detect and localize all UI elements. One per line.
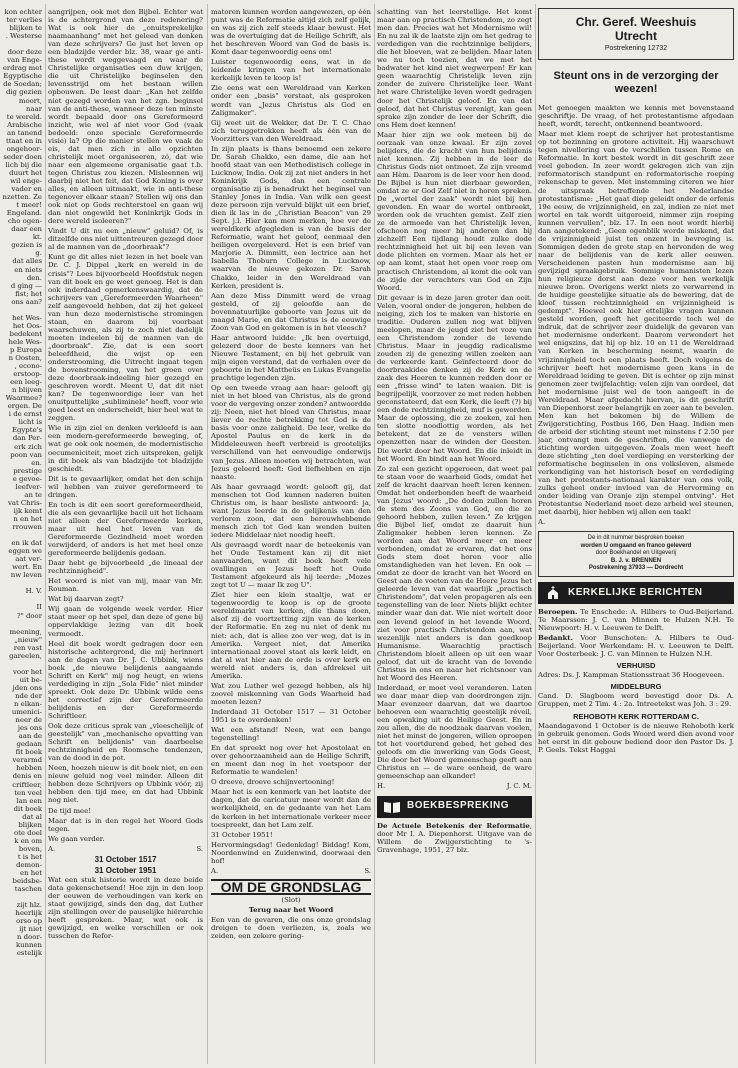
cut-line: an tanend bbox=[7, 128, 42, 137]
paragraph: Als haar gevraagd wordt: gelooft gij, dat menschen tot God kunnen naderen buiten Christus om, is haar besliste antwoord: ja, want Jezus leerde in de gelijkenis van den verloren zoon, dat een berouwhebbende mensch zich tot God kan wenden buiten iedere Middelaar niet noodig heeft. bbox=[211, 482, 371, 539]
bericht-beroepen bbox=[538, 608, 734, 632]
cut-line: gezien is bbox=[11, 241, 42, 250]
column-rule bbox=[374, 4, 375, 1064]
cut-line: p Europa bbox=[9, 345, 42, 354]
ad-line: door Boekhandel en Uitgeverij bbox=[595, 550, 677, 557]
cut-line: wil enge- bbox=[10, 176, 42, 185]
cut-line: leefver- bbox=[15, 482, 42, 491]
cut-line: en het bbox=[20, 869, 42, 878]
cut-line: licht is bbox=[18, 418, 42, 427]
kerkelijke-berichten-banner bbox=[538, 582, 734, 604]
paragraph: Op een tweede vraag aan haar: gelooft gij niet in het bloed van Christus, als de grond voor de vergeving onzer zonden? antwoordde zij: Neen, niet het bloed van Christus, maar liever de rechte betrekking tot God is de basis voor onze zaligheid. De leer, welke de Apostel Paulus en de kerk in de Middeleeuwen heeft verbreid is grootelijks verschillend van het eenvoudige onderwijs van Jezus. Alleen moeten wij betrachten, wat Jezus geleerd heeft: God liefhebben en zijn naaste. bbox=[211, 384, 371, 481]
cut-line: moort, naar bbox=[18, 96, 42, 113]
signoff-left: A. bbox=[48, 844, 56, 853]
weeshuis-postrekening: Postrekening 12732 bbox=[604, 45, 668, 52]
paragraph: Haar antwoord luidde: „Ik ben overtuigd, gelezerd door de beste kenners van het Nieuwe Testament, en bij het gebruik van mijn eigen verstand, dat de verhalen over de geboorte in het Mattheüs en Lukas Evangelie prachtige legenden zijn. bbox=[211, 333, 371, 383]
cut-line: kunnen bbox=[15, 941, 42, 950]
book-details: , door Mr I. A. Diepenhorst. Uitgave van de Willem de Zwijgerstichting te 's-Gravenhage, 1951, 27 blz. bbox=[377, 821, 532, 854]
cut-line: Egyptische bbox=[3, 72, 42, 81]
cut-line: Waarmee? bbox=[5, 394, 42, 403]
paragraph: Aan deze Miss Dimmitt werd de vraag gesteld, of zij geloofde aan de bovennatuurlijke geboorte van Jezus uit de maagd Marie, en dat Christus is de eeuwige Zoon van God en gekomen is in het vleesch? bbox=[211, 291, 371, 332]
cut-line: wert. En bbox=[12, 563, 42, 572]
cut-line: verarmd bbox=[12, 756, 42, 765]
cut-line: erdrag met bbox=[2, 64, 42, 73]
paragraph: Zo zal een gezicht opgeroeen, dat weet pal te staan voor de waarheid Gods, omdat het zelf de kracht daarvan heeft leren kennen. Omdat het onderbonden heeft de waarheid van Jezus' woord: „De doden zullen horen de stem des Zoons van God, en die ze gehoord hebben, zullen leven." Ze krijgen die Bijbel lief, omdat ze daaruit hun Zaligmaker hebben leren kennen. Ze worden aan dat Woord meer en meer verbonden, omdat ze ervaren, dat het ons Gods stem doet horen voor alle omstandigheden van het leven. En ook — omdat ze door de kracht van het Woord en Geest aan de voeten van de Heere Jezus het geleerde leven van dat waarlijk „practisch Christendom", dat velen propageren als een tegenstelling van de leer. Niets blijkt echter minder waar dan dat. Wie niet wortelt door een levend geloof in het levende Woord, ziet voor practisch Christendom aan, wat wezenlijk niet anders is dan goedkoop Humanisme. Waarachtig practisch Christendom bloeit alleen op uit een waar geloof, dat uit de kracht van de levende Christus in ons en naar het richtsnoer van het Woord des Heeren. bbox=[377, 464, 532, 682]
subhead-verhuisd: VERHUISD bbox=[616, 661, 656, 671]
column-rule bbox=[535, 4, 536, 1064]
cut-line: boven, bbox=[18, 844, 42, 853]
cut-line: Engeland. bbox=[6, 209, 42, 218]
cut-line: heerlijk bbox=[15, 909, 42, 918]
paragraph: aangrijpen, ook met den Bijbel. Echter wat is de achtergrond van deze redenering? Wat is ook hier de „onuitsprekelijke naamaanhang" met het geleed van denken van deze schrijvers? Ge just het leven op een bladzijde verder blz. 38, waar ge anti-these wordt weggevaagd en waar de Christelijke organisaties een duw krijgen, die uit Christelijke beginselen den levensstrijd om het bestaan willen opbouwen. De leest daar: „Kan het zelfde niet gezegd worden van het zgn. beginsel van de anti-these, wanneer deze ten minste wordt bepaald door ons Gereformeerd inzicht, wie wel af niet voor God (vaak bedoeld: onze speciale Gereformeerde visie) la? Op die manier stellen we vaak de eis, dat men zich in alle opzichten christelijk moet organiseeren, zó, dat wie naar een algemeene organisatie gaat t.b. tegen Christus zou kiezen. Misleennen wij daarbij niet het feit, dat God Koning is over alles, en alleen uitmaakt, wie in anti-these tegenover elkaar staan? Stellen wij ons dan ook niet op Gods rechterstoel en gaan wij dan niet ongewild het Koninkrijk Gods in dere wereld isoleeren?" bbox=[48, 8, 203, 226]
paragraph: In zijn plaats is thans benoemd een zekere Dr. Sarah Chakko, een dame, die aan het hoofd staat van een Methodistisch college in Lucknow, India. Ook zij zat niet anders in het Koninkrijk Gods, dan een centrale organisatie zij is benadrukt het beginsel van Stanley Jones in India. Van wilk een geest deze persoon zijn vervuld blijkt uit een brief, dien ik las in de „Christian Beacon" van 29 Sept. j.l. Hier kan men merken, hoe ver de wereldkerk afgegleden is van de basis der Reformatie, want het geloof, eenmaal den heiligen overgeleverd. Het is een brief van Marjorie A. Dimmitt, een lectrice aan het Isabella Thoburn College in Lucknow, waarvan de nieuwe gekozen Dr. Sarah Chakko, leider in den Wereldraad van Kerken, president is. bbox=[211, 144, 371, 290]
cut-line: jden ons bbox=[12, 683, 42, 692]
paragraph: Maar het is een kenmerk van het laatste der dagen, dat de caricatuur meer wordt dan de werkelijkheid, en de gedaante van het Lam de kerken in het internationale verkeer meer toespreekt, dan het Lam zelf. bbox=[211, 788, 371, 829]
paragraph: Dit is te gevaarlijker, omdat het den schijn wil hebben van zuiver gereformeerd te dringen. bbox=[48, 474, 203, 499]
paragraph: Maar dat is in den regel het Woord Gods tegen. bbox=[48, 816, 203, 833]
cut-line: erk zich bbox=[14, 442, 42, 451]
paragraph: Adres: Ds. J. Kampman Stationsstraat 36 Hoogeveen. bbox=[538, 671, 725, 680]
cut-line bbox=[2, 620, 42, 628]
cut-line bbox=[2, 40, 42, 48]
paragraph: En toch is dit een soort gereformeerdheid, die als een gevaarlijke bacil uit het lichaam niet alleen der Gereformeerde kerken, maar uit heel het leven van de Gereformeerde Gezindheid moet worden verwijderd, of anders is het met heel onze gereformeerde belijdenis gedaan. bbox=[48, 500, 203, 558]
section-subtitle-2: Terug naar het Woord bbox=[248, 905, 334, 914]
column-rule bbox=[207, 4, 208, 1064]
cut-line: voor het bbox=[13, 667, 42, 676]
paragraph: Hervormingsdag! Gedenkdag! Biddag! Kom, Noordenwind en Zuidenwind, doorwaai den hof! bbox=[211, 840, 371, 865]
ad-line: Postrekening 37933 — Dordrecht bbox=[588, 565, 684, 572]
cut-line: kt. bbox=[32, 233, 42, 242]
cut-line: . Westerse bbox=[5, 32, 42, 41]
paragraph: Maar met klem roept de schrijver het protestantisme op tot bezinning en grotere activiteit. Hij waarschuwt tegen nivellering van de verschillen tussen Rome en Reformatie. In kort bestek wordt in dit geschrift zeer veel geboden. In zeer wordt gekregen zich van zijn reformatorisch standpunt en reformatorische roeping rekenschap te geven. Met instemming citeren we hier de uitspraak betreffende het Nederlandse protestantisme: „Het gaat diep geleidt onder de erfenis 19e eeuw, de vrijzinnigheid, en zal, indien ze niet met wortel en tak wordt uitgeroeid, nimmer zijn roeping kunnen vervullen", blz. 17. In een noot wordt hierbij dan aangetekend: „Geen ogenblik worde miskend, dat de vrijzinnigheid juist ten onzent in bevroging is. Sommigen deden de grote stap en hervonden de weg naar de belijdenis van de kerk aller eeuwen. Verscheidenen pasten hun modernisme aan bij gevijzigd spraakgebruik. Sommige humanisten lezen hun religieuze dorst aan deze voor hen werkelijk nieuwe bron. Overigens werkt niets zo verwarrend in de huidige geestelijke situatie als de bewering, dat de kloof tussen rechtzinnigheid en vrijzinnigheid is gedempt". Hoewel ook hier ettelijke vragen kunnen gesteld worden, geeft het geciteerde toch wel de indruk, dat de schrijver zeer duidelijk de gevaren van het modernisme onderkent. Daarom verwondert het wel enigszins, dat hij op blz. 10 en 11 de Wereldraad van Kerken in bescherming neemt, waarin de vrijzinnigheid toch een plaats heeft. Doch volgens de schrijver heeft het modernisme geen kans in de Wereldraad leiding te geven. Dit is echter op zijn minst genomen zeer twijfelachtig: velen zijn van oordeel, dat het modernisme juist wel de toon aangeeft in de Wereldraad. Maar afgedacht hiervan, is dit geschrift van Diepenhorst zeer belangrijk en zeer aan te bevelen. Men kan het bekomen bij de Willem de Zwijgerstichting, Postbus 166, Den Haag. Indien men de arbeid der stichting steunt met minstens f 2.50 per jaar, ontvangt men de geschriften, die vanwege de stichting worden uitgegeven. Zoals men weet heeft deze stichting „ten doel verdieping en versterking der reformatische beginselen in ons volksleven, alsmede verkondiging van het historisch besef en verdediging van het protestants-nationaal karakter van ons volk, zulks geheel onder invloed van de Hervorming en onder leiding van Oranje zijn stempel ontving". Het Protestantse Nederland moet deze arbeid wel steunen, met daarbij, hier hebben wij allen een taak! bbox=[538, 130, 734, 517]
cut-line: den. bbox=[26, 273, 42, 282]
cut-line bbox=[2, 306, 42, 314]
cut-line: fit boek bbox=[15, 748, 42, 757]
cut-line: gedaan bbox=[16, 740, 42, 749]
cut-line: eggen we bbox=[8, 547, 42, 556]
cut-line bbox=[2, 531, 42, 539]
paragraph: Inderdaad 31 October 1517 — 31 October 1951 is te overdenken! bbox=[211, 707, 371, 724]
cut-line: hele Wes- bbox=[8, 337, 42, 346]
signoff-left: H. bbox=[377, 782, 386, 791]
cut-line: door deze bbox=[7, 48, 42, 57]
column-4 bbox=[538, 8, 734, 756]
cut-line: taschen bbox=[14, 885, 42, 894]
cut-line: t is het bbox=[17, 852, 42, 861]
boekbespreking-banner bbox=[377, 796, 532, 818]
book-review-intro bbox=[377, 822, 532, 854]
cut-line: H. V. bbox=[25, 587, 42, 596]
cut-line: denis en bbox=[12, 772, 42, 781]
section-title: OM DE GRONDSLAG bbox=[211, 879, 371, 895]
cut-line bbox=[2, 660, 42, 668]
cut-line: een leeg- bbox=[10, 378, 42, 387]
cut-line bbox=[2, 893, 42, 901]
cut-line: jes ons bbox=[17, 724, 42, 733]
column-3 bbox=[377, 8, 532, 856]
cut-line: erstoop- bbox=[13, 370, 42, 379]
signoff: A. bbox=[538, 518, 546, 527]
cut-line: vader en bbox=[11, 185, 42, 194]
steunt-appeal: Steunt ons in de verzorging der weezen! bbox=[553, 70, 719, 96]
cut-line: hebben bbox=[16, 764, 42, 773]
subhead-middelburg: MIDDELBURG bbox=[610, 682, 662, 692]
cut-line: duurt het bbox=[9, 168, 42, 177]
cut-line: seder doen bbox=[3, 152, 42, 161]
cut-line: ongehoor- bbox=[6, 144, 42, 153]
cut-line: e gevoe- bbox=[12, 474, 42, 483]
cut-line: de Soedan; bbox=[3, 80, 42, 89]
cut-line: ren vast bbox=[13, 643, 42, 652]
book-title: De Actuele Betekenis der Reformatie bbox=[377, 821, 530, 830]
cut-line: het Oos- bbox=[12, 321, 42, 330]
signoff-right: J. C. M. bbox=[506, 782, 532, 791]
cut-line: bedekent bbox=[9, 329, 42, 338]
book-icon bbox=[383, 800, 401, 814]
cut-line: beidsbe- bbox=[12, 877, 42, 886]
cut-line: het Wes- bbox=[12, 313, 42, 322]
cut-line: ter verlies bbox=[6, 16, 42, 25]
cut-line: „nieuw" bbox=[14, 635, 42, 644]
cut-line bbox=[2, 579, 42, 587]
paragraph: Wie in zijn ziel en denken verkleefd is aan een modern-gereformeerde beweging, of, wat ge ook ook noemen, de modernistische oecumeniciteit, moet zich uitspreken, gelijk in dit boek als van bladzijde tot bladzijde geschiedt. bbox=[48, 424, 203, 473]
bericht-bedankt bbox=[538, 634, 734, 658]
cut-line: nde der bbox=[15, 691, 42, 700]
cut-line: dat al bbox=[22, 812, 42, 821]
cut-line: kon echter bbox=[4, 8, 42, 16]
paragraph: Als gevraagd wordt naar de beteekenis van het Oude Testament kan zij dit niet aanvaarden, want dit boek heeft vele ovallingen en Jezus heeft het Oude Testament afgekeurd als hij leerde: „Mozes zegt tot U — maar Ik zeg U". bbox=[211, 541, 371, 590]
paragraph: Wat een afstand! Neen, wat een bange tegenstelling! bbox=[211, 726, 371, 743]
cut-line: rrouwen bbox=[12, 523, 42, 531]
banner-label: BOEKBESPREKING bbox=[407, 800, 510, 812]
paragraph: Neen, hoezeh nieuw is dit boek niet, en een nieuw geluid nog veel minder. Alleen dit hebben deze Schrijvers op Ubbink vóór, zij hebben den tijd mee, en dat had Ubbink nog niet. bbox=[48, 764, 203, 805]
paragraph: Cand. D. Slagboom werd bevestigd door Ds. A. Gruppen, met 2 Tim. 4 : 2a. Intreetekst was Joh. 3 : 29. bbox=[538, 692, 734, 709]
paragraph: Wat zou Luther wel gezegd hebben, als hij zoovel miskenning van Gods Waarheid had moeten lezen? bbox=[211, 681, 371, 706]
cut-line: nw leven bbox=[10, 571, 42, 580]
cut-line: nzetten. Ze bbox=[2, 193, 42, 202]
paragraph: Het woord is niet van mij, maar van Mr. Rouman. bbox=[48, 577, 203, 594]
cut-line: aat ver- bbox=[15, 555, 42, 564]
cut-line: vat Chris- bbox=[7, 498, 42, 507]
bericht-lead: Bedankt. bbox=[538, 634, 573, 643]
paragraph: Dit gevaar is in deze jaren groter dan ooit. Velen, vooral onder de jongeren, hebben de neiging, zich los te maken van historie en traditie. Ouderen zullen nog wat blijven meelopen, maar de jeugd ziet het voze van een Christendom zonder de levende Christus. Maar in jeugdig radicalisme zouden zij de genezing willen zoeken aan de verkeerde kant. Geïnfecteerd door de doorbraakidee denken zij de Kerk en de zaak des Heeren te kunnen redden door er een „frisse wind" te laten waaien. Dit is begrijpelijk, voorzover ze met reden hebben geconstateerd, dat een Kerk, die leeft (?) bij een dode rechtzinnigheid, muf is geworden. Maar de oplossing, die ze zoeken, zal hen ten slotte noodlottig worden, als het betekent, dat ze de vensters willen openzetten naar de winden der Geesten. Die werkt door het Woord. En die inleidt in het Woord. En bindt aan het Woord. bbox=[377, 293, 532, 463]
paragraph: Gij weet uit de Wekker, dat Dr. T. C. Chao zich teruggetrokken heeft als één van de Voorzitters van den Wereldraad. bbox=[211, 118, 371, 143]
column-rule bbox=[45, 4, 46, 1064]
paragraph: Kunt ge dit alles niet lezen in het boek van Dr. C. J. Dippel „kerk en wereld in de crisis"? Lees bijvoorbeeld Hoofdstuk negen van dit boek en ge weet genoeg. Het is dan ook inderdaad opmerkenswaardig, dat de schrijvers van „Gereformeerden Waarheen" zelf aangevoeld hebben, dat zij het gekeel van hun deze modernistische stromingen staan, en daarom bij voorbaat waarschuwen, als zij te zoch niet dadelijk moeten indeelen bij de mannen van de „doorbraak". Zie, dat is een soort beleefdheid, die wijst op een onderstrooming, die Uitrecht ingaat tegen de bovenstrooming, van het groen over deze doorbraak-indeeling hier gezegd en geschreven wordt. Meent U, dat dit niet kan? De tegenwoordige leer van het onuitputtelijke „subliminele" heeft, voor wie goed leest en onderscheidt, hier heel wat te zeggen. bbox=[48, 253, 203, 423]
paragraph: Heel dit boek wordt gedragen door een historische achtergrond, die mij herinnert aan de dagen van Dr. J. C. Ubbink, wiens boek „de nieuwe belijdenis aangaande Schrift en Kerk" mij nog heugt, en wiens verdediging in zijn „Sola Fide" niet minder spreekt. Ook deze Dr. Ubbink wilde eens het correctief zijn der Gereformeerde belijdenis en der Gereformeerde Schriftleer. bbox=[48, 639, 203, 720]
subhead-rehoboth: REHOBOTH KERK ROTTERDAM C. bbox=[573, 711, 699, 721]
cut-line: prestige bbox=[13, 466, 42, 475]
paragraph: Inderdaad, er moet veel veranderen. Laten we daar maar diep van doordrongen zijn. Maar evenzeer daarvan, dat we daartoe behoeven een waarachtig geestelijk réveil, een opwaking uit de Heilige Geest. En in zou allen, die de noodzaak daarvan voelen, niet het minst de jongeren, willen oproepen tot het voortdurend gebed, het gebed des geloofs om die inwerking van Gods Geest, Die door het Woord gemeenschap geeft aan Christus en — de ware eenheid, de ware gemeenschap aan elkander! bbox=[377, 683, 532, 781]
cut-line: dit boek bbox=[13, 804, 42, 813]
cut-line: te wereld. bbox=[6, 112, 42, 121]
cut-line: orso op bbox=[16, 917, 42, 926]
ad-line: B. J. v. BRENNEN bbox=[610, 557, 662, 564]
cut-line: poon van bbox=[10, 450, 42, 459]
paragraph: Vindt U dit nu een „nieuw" geluid? Of, is ditzelfde ons niet uittentreuren gezegd door al de mannen van de „doorbraak"? bbox=[48, 227, 203, 252]
cut-line: lich bij die bbox=[5, 160, 42, 169]
paragraph: De tijd mee! bbox=[48, 806, 91, 815]
signoff bbox=[48, 845, 203, 853]
paragraph: Ziet hier een klein staaltje, wat er tegenwoordig te koop is op de groote wereldmarkt van kerken, die thans doen, alsof zij de voortzetting zijn van de kerken der Reformatie. En zeg nu niet of denk nu niet: ach, dat is allee zoo ver weg, dat is in Amerika. Vergeet niet, dat Amerika internationaal zoovel staat als kerk leidt, en dat al wat hier aan de orde is over kerk en wereld niet anders is, dan afdreksel uit Amerika. bbox=[211, 591, 371, 680]
cut-line: gareelen, bbox=[9, 651, 42, 660]
cut-line: i de ernst bbox=[8, 410, 42, 419]
cut-line: Arabische bbox=[7, 120, 42, 129]
paragraph: Ook deze criticus sprak van „vleeschelijk of geestelijk" van „mechanische opvatting van Schrift en belijdenis" van daarbeelse rechtzinnigheid en Roomsche tendenzen, van de dood in de pot. bbox=[48, 722, 203, 763]
weeshuis-title: Chr. Geref. Weeshuis bbox=[575, 15, 697, 29]
column-1 bbox=[48, 8, 203, 942]
cut-line: dig gezien bbox=[5, 88, 42, 97]
church-icon bbox=[544, 586, 562, 600]
cut-line: ergen. De bbox=[7, 402, 42, 411]
cut-line: fist; het bbox=[15, 289, 42, 298]
cut-line: blijken te bbox=[9, 24, 42, 33]
left-cut-column bbox=[2, 8, 42, 958]
cut-line: en ik dat bbox=[11, 539, 42, 548]
cut-line: ten veel bbox=[14, 788, 42, 797]
cut-line: cho ogen- bbox=[7, 217, 42, 226]
paragraph: matoren kunnen worden aangewezen, op één punt was de Reformatie altijd zich zelf gelijk, en was zij zich zelf steeds klaar bewust. Het was de overtuiging dat de Heilige Schrift, als het beschreven Woord van God de basis is. Komt daar tegenwoordig eens om! bbox=[211, 8, 371, 57]
cut-line: ote doel bbox=[13, 828, 42, 837]
banner-label: KERKELIJKE BERICHTEN bbox=[568, 586, 703, 598]
cut-line: daar een bbox=[11, 225, 42, 234]
cut-line: zijt hlz. bbox=[16, 901, 42, 910]
cut-line: Egypte's bbox=[11, 426, 42, 435]
cut-line: dat alles bbox=[12, 257, 42, 266]
paragraph: Een van de gevaren, die ons onze grondslag dreigen te doen verliezen, is, zoals we zeiden, een zekere gering- bbox=[211, 915, 371, 941]
cut-line: , econo- bbox=[14, 362, 42, 371]
cut-line: blijken bbox=[18, 820, 42, 829]
paragraph: Maar hier zijn we ook meteen bij de oorzaak van onze kwaal. Er zijn zovel belijders, die de kracht van hun belijdenis niet kennen. Zij hebben in de leer de Christus Gods niet ontmoet. Ze zijn vreemd aan Hèm. Daarom is de leer voor hen dood. De Bijbel is hun niet dierbaar geworden, omdat ze er God Zelf niet in horen spreken. De „wortel der zaak" wordt niet bij hen gevonden. En waar de wortel ontbreekt, worden ook de vruchten gemist. Zelf zien ze de armoede van het Christelijk leven, ofschoon nog meer bij anderen dan bij zichzelf! Een tijdlang houdt zulke dode rechtzinnigheid het uit bij een leven van dode plichten en vormen. Maar als het er op aan komt, staat het open voor roep om practisch Christendom, al komt die ook van de zijde der verachters van God en Zijn Woord. bbox=[377, 130, 532, 292]
cut-line: uit be- bbox=[19, 675, 42, 684]
cut-line: n door- bbox=[17, 933, 42, 942]
cut-line: demon- bbox=[16, 860, 42, 869]
cut-line: an te bbox=[24, 490, 42, 499]
bookshop-ad bbox=[538, 531, 734, 577]
ad-line: De in dit nummer besproken boeken bbox=[587, 535, 685, 542]
cut-line: k en om bbox=[14, 836, 42, 845]
cut-line: en. bbox=[31, 458, 42, 467]
cut-line bbox=[2, 595, 42, 603]
cut-line: en niets bbox=[14, 265, 42, 274]
section-subtitle: (Slot) bbox=[281, 895, 301, 904]
signoff bbox=[211, 867, 371, 875]
date-heading: 31 October 1517 bbox=[94, 854, 157, 864]
paragraph: Daar hebt ge bijvoorbeeld „de lineaal der rechtzinnigheid". bbox=[48, 559, 203, 576]
cut-line: n en het bbox=[13, 514, 42, 523]
cut-line: lan een bbox=[16, 796, 42, 805]
date-heading: 31 October 1951 bbox=[94, 865, 157, 875]
paragraph: 31 October 1951! bbox=[211, 830, 273, 839]
signoff-left: A. bbox=[211, 866, 219, 875]
weeshuis-box bbox=[538, 8, 734, 60]
bericht-text: Voor Bunschoten: A. Hilbers te Oud-Beijerland. Voor Werkendam: H. v. Leeuwen te Delft. Voor Oosterbeek: J. C. van Minnen te Hulzen N.H. bbox=[538, 634, 734, 659]
cut-line: criftleer, bbox=[12, 780, 42, 789]
cut-line: n Oosten, bbox=[8, 354, 42, 363]
paragraph: schatting van het leerstellige. Het komt maar aan op practisch Christendom, zo zegt men dan. Precies wat het Modernisme wil! En nu zal ik de laatste zijn om het gedrag te verdedigen van die rechtzinnige belijders, die het bloeven, wat ze belijden. Maar laten we nu toch toezien, dat we met het badwater het kind niet wegwerpen! Er kan geen waarachtig Christelijk leven zijn zonder de zuivere Christelijke leer. Want het ware Christelijke leven wordt gedragen door het Christelijk geloof. En van dat geloof, dat het Christus verenigt, kan geen sprake zijn zonder de leer der Schrift, die ons Hem doet kennen! bbox=[377, 8, 532, 129]
weeshuis-city: Utrecht bbox=[614, 29, 657, 43]
cut-line: estelijk bbox=[16, 949, 42, 958]
paragraph: Wat bij daarvan zegt? bbox=[48, 595, 124, 604]
cut-line: n elkan- bbox=[14, 700, 42, 709]
bericht-lead: Beroepen. bbox=[538, 607, 578, 616]
cut-line: umenici- bbox=[11, 708, 42, 717]
cut-line: ?" door bbox=[16, 611, 42, 620]
paragraph: Maandagavond 1 October is de nieuwe Rehoboth kerk in gebruik genomen. Gods Woord werd dien avond voor het eerst in dit gebouw bediend door den Pastor Ds. J. P. Geels. Tekst Haggai bbox=[538, 721, 734, 754]
paragraph: We gaan verder. bbox=[48, 834, 105, 843]
signoff bbox=[377, 782, 532, 790]
paragraph: Zie eens wat een Wereldraad van Kerken onder een „basis" verstaat, als gesproken wordt van „Jezus Christus als God en Zaligmaker". bbox=[211, 84, 371, 117]
cut-line: ons aan? bbox=[11, 297, 42, 306]
cut-line: ijk komt bbox=[13, 506, 42, 515]
paragraph: Met genoegen maakten we kennis met bovenstaand geschriftje. De vraag, of het protestantisme afgedaan heeft, wordt, terecht, ontkennend beantwoord. bbox=[538, 104, 734, 129]
signoff-right: S. bbox=[196, 844, 203, 853]
cut-line: van Enge- bbox=[7, 56, 42, 65]
cut-line: n blijven bbox=[12, 386, 42, 395]
cut-line: dan Per- bbox=[12, 434, 42, 443]
cut-line: ttaat en in bbox=[5, 136, 42, 145]
paragraph: Wij gaan de volgende week verder. Hier staat meer op het spel, dan deze of gene bij oppervlakkige lezing van dit boek vermoedt. bbox=[48, 605, 203, 638]
cut-line: d ging — bbox=[10, 281, 42, 290]
paragraph: O dreeve, droeve schijnvertooning! bbox=[211, 778, 335, 787]
signoff-right: S. bbox=[364, 866, 371, 875]
paragraph: En dat spreekt nog over het Apostolaat en over gehoorzaamheid aan de Heilige Schrift, en meent dan nog in het voetspoor der Reformatie te wandelen! bbox=[211, 744, 371, 777]
cut-line: aan de bbox=[18, 732, 42, 741]
cut-line: ijt niet bbox=[19, 925, 42, 934]
cut-line: g. bbox=[35, 249, 42, 258]
paragraph: Wat een stuk historie wordt in deze beide data gekenschetsend! Hoe zijn in den loop der eeuwen de verhoudingen van kerk en staat gewijzigd, sinds den dag, dat Luther zijn stellingen over de pauselijke hiërarchie heeft gesproken. Maar, wat ook is gewijzigd, en welke verschillen er ook tusschen de Refor- bbox=[48, 875, 203, 941]
cut-line: meening, bbox=[9, 627, 42, 636]
paragraph: Luister tegenwoordig eens, wat in de leidende kringen van het internationale kerkelijk leven te koop is! bbox=[211, 58, 371, 83]
cut-line: neer de bbox=[15, 716, 42, 725]
ad-line: worden U omgaand en franco geleverd bbox=[580, 542, 692, 549]
cut-line: t meer! bbox=[16, 201, 42, 210]
cut-line: II bbox=[36, 603, 42, 612]
bericht-text: Te Enschede: A. Hilbers te Oud-Beijerland. Te Maarssen: J. C. van Minnen te Hulzen N.H. Te Nieuwpoort: H. v. Leeuwen te Delft. bbox=[538, 607, 734, 633]
column-2 bbox=[211, 8, 371, 942]
